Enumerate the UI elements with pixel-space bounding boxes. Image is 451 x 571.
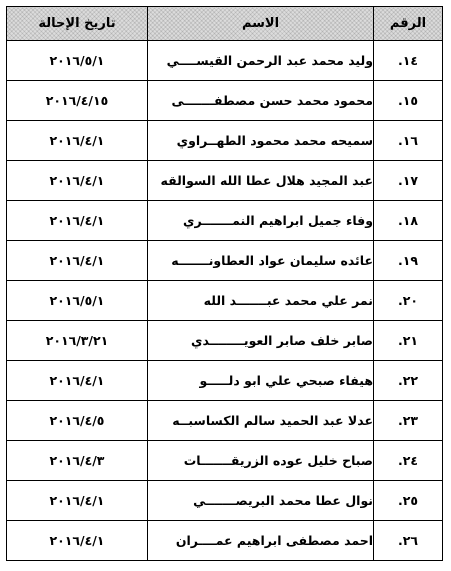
table-body [7,41,443,561]
row-number-cell: ١٨. [374,201,443,241]
row-name-cell: وليد محمد عبد الرحمن القيســــي [148,41,374,81]
table-row [7,281,443,321]
table-row [7,401,443,441]
row-number-cell: ١٦. [374,121,443,161]
row-number-cell: ٢٣. [374,401,443,441]
row-number-cell: ١٧. [374,161,443,201]
row-name-cell: سميحه محمد محمود الطهــراوي [148,121,374,161]
row-name-cell: هيفاء صبحي علي ابو دلـــــو [148,361,374,401]
row-name-cell: وفاء جميل ابراهيم النمـــــــري [148,201,374,241]
row-date-cell: ٢٠١٦/٤/٣ [7,441,148,481]
row-name-cell: محمود محمد حسن مصطفـــــــى [148,81,374,121]
row-date-cell: ٢٠١٦/٤/١٥ [7,81,148,121]
row-number-cell: ٢١. [374,321,443,361]
table-row [7,161,443,201]
row-date-cell: ٢٠١٦/٤/١ [7,361,148,401]
row-name-cell: نوال عطا محمد البريصـــــــي [148,481,374,521]
header-date: تاريخ الإحالة [7,7,148,41]
row-date-cell: ٢٠١٦/٤/١ [7,481,148,521]
table-row [7,41,443,81]
table-row [7,201,443,241]
row-date-cell: ٢٠١٦/٤/١ [7,201,148,241]
row-date-cell: ٢٠١٦/٥/١ [7,281,148,321]
table-header-row [7,7,443,41]
row-name-cell: عبد المجيد هلال عطا الله السوالقه [148,161,374,201]
row-number-cell: ٢٠. [374,281,443,321]
table-row [7,81,443,121]
table-row [7,321,443,361]
row-name-cell: عدلا عبد الحميد سالم الكساسبــه [148,401,374,441]
row-number-cell: ٢٢. [374,361,443,401]
row-date-cell: ٢٠١٦/٤/١ [7,161,148,201]
row-date-cell: ٢٠١٦/٤/١ [7,241,148,281]
table-row [7,481,443,521]
row-number-cell: ١٥. [374,81,443,121]
row-date-cell: ٢٠١٦/٥/١ [7,41,148,81]
referral-table [6,6,443,561]
row-number-cell: ١٩. [374,241,443,281]
row-number-cell: ٢٤. [374,441,443,481]
row-date-cell: ٢٠١٦/٤/٥ [7,401,148,441]
row-name-cell: نمر علي محمد عبـــــــد الله [148,281,374,321]
table-row [7,241,443,281]
header-name: الاسم [148,7,374,41]
table-row [7,361,443,401]
row-date-cell: ٢٠١٦/٤/١ [7,521,148,561]
row-name-cell: صابر خلف صابر العويــــــــدي [148,321,374,361]
row-number-cell: ٢٥. [374,481,443,521]
row-number-cell: ١٤. [374,41,443,81]
row-date-cell: ٢٠١٦/٣/٢١ [7,321,148,361]
row-number-cell: ٢٦. [374,521,443,561]
row-name-cell: احمد مصطفى ابراهيم عمــــران [148,521,374,561]
table-row [7,521,443,561]
row-name-cell: عائده سليمان عواد العطاونـــــــه [148,241,374,281]
table-row [7,441,443,481]
row-name-cell: صباح خليل عوده الزريقـــــــات [148,441,374,481]
table-row [7,121,443,161]
row-date-cell: ٢٠١٦/٤/١ [7,121,148,161]
header-number: الرقم [374,7,443,41]
